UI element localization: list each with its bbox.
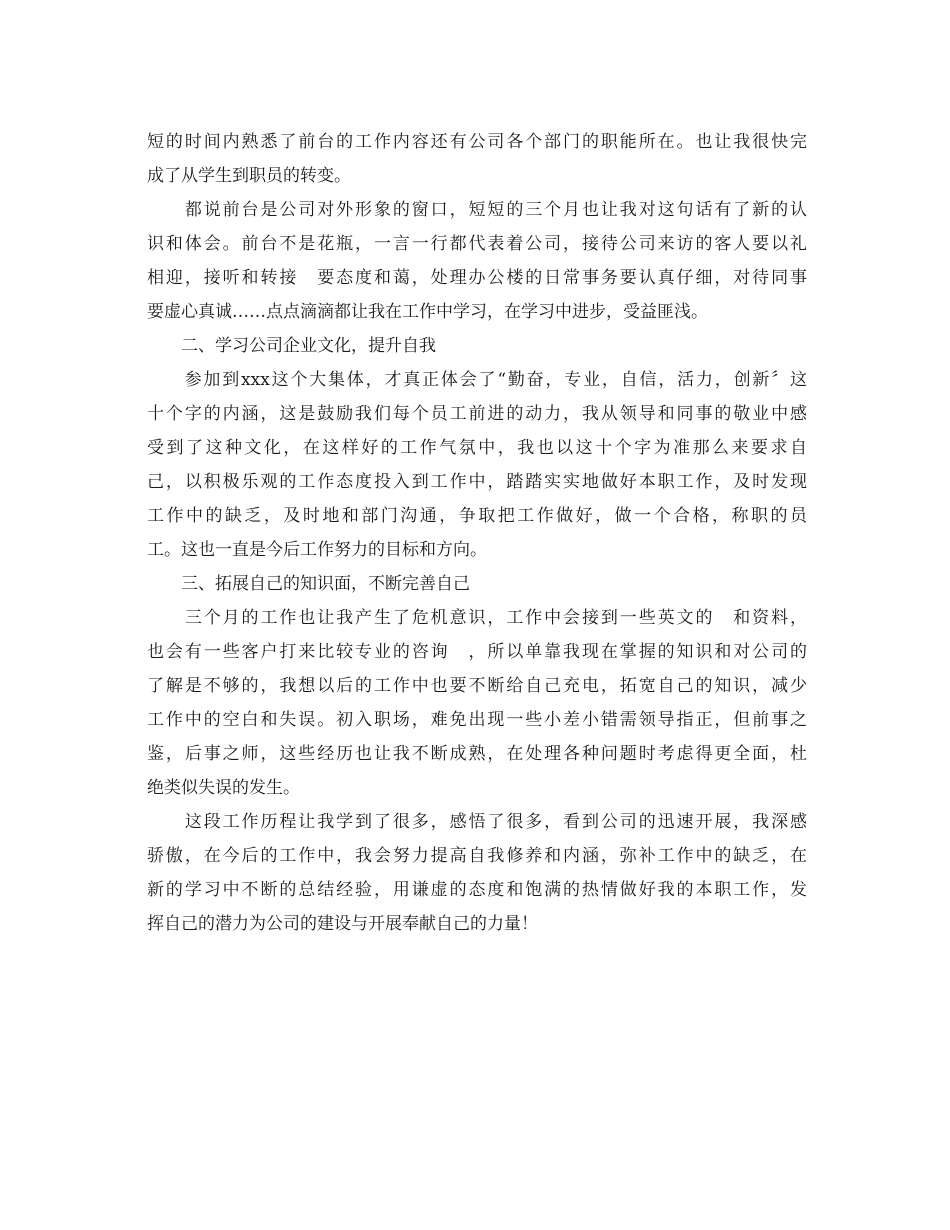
text-line: 都说前台是公司对外形象的窗口，短短的三个月也让我对这句话有了新的认 — [147, 200, 807, 220]
text-line: 这段工作历程让我学到了很多，感悟了很多，看到公司的迅速开展，我深感 — [147, 812, 807, 832]
text-line: 工作中的缺乏，及时地和部门沟通，争取把工作做好，做一个合格，称职的员 — [147, 506, 807, 526]
text-line: 要虚心真诚……点点滴滴都让我在工作中学习，在学习中进步，受益匪浅。 — [147, 302, 708, 322]
text-line: 十个字的内涵，这是鼓励我们每个员工前进的动力，我从领导和同事的敬业中感 — [147, 404, 807, 424]
text-line: 己，以积极乐观的工作态度投入到工作中，踏踏实实地做好本职工作，及时发现 — [147, 472, 807, 492]
text-line: 工。这也一直是今后工作努力的目标和方向。 — [147, 540, 487, 560]
text-line: 新的学习中不断的总结经验，用谦虚的态度和饱满的热情做好我的本职工作，发 — [147, 880, 807, 900]
text-line: 三个月的工作也让我产生了危机意识，工作中会接到一些英文的 和资料， — [147, 608, 807, 628]
section-heading: 二、学习公司企业文化，提升自我 — [147, 336, 436, 356]
text-line: 参加到xxx这个大集体，才真正体会了“勤奋，专业，自信，活力，创新〞这 — [147, 370, 807, 390]
text-line: 相迎，接听和转接 要态度和蔼，处理办公楼的日常事务要认真仔细，对待同事 — [147, 268, 807, 288]
text-line: 鉴，后事之师，这些经历也让我不断成熟，在处理各种问题时考虑得更全面，杜 — [147, 744, 807, 764]
text-line: 短的时间内熟悉了前台的工作内容还有公司各个部门的职能所在。也让我很快完 — [147, 132, 807, 152]
text-line: 骄傲，在今后的工作中，我会努力提高自我修养和内涵，弥补工作中的缺乏，在 — [147, 846, 807, 866]
text-line: 也会有一些客户打来比较专业的咨询 ，所以单靠我现在掌握的知识和对公司的 — [147, 642, 807, 662]
text-line: 受到了这种文化，在这样好的工作气氛中，我也以这十个字为准那么来要求自 — [147, 438, 807, 458]
body-text — [147, 125, 807, 941]
text-line: 挥自己的潜力为公司的建设与开展奉献自己的力量！ — [147, 914, 538, 934]
text-line: 了解是不够的，我想以后的工作中也要不断给自己充电，拓宽自己的知识，减少 — [147, 676, 807, 696]
section-heading: 三、拓展自己的知识面，不断完善自己 — [147, 574, 470, 594]
text-line: 绝类似失误的发生。 — [147, 778, 300, 798]
text-line: 识和体会。前台不是花瓶，一言一行都代表着公司，接待公司来访的客人要以礼 — [147, 234, 807, 254]
text-line: 成了从学生到职员的转变。 — [147, 166, 351, 186]
text-line: 工作中的空白和失误。初入职场，难免出现一些小差小错需领导指正，但前事之 — [147, 710, 807, 730]
